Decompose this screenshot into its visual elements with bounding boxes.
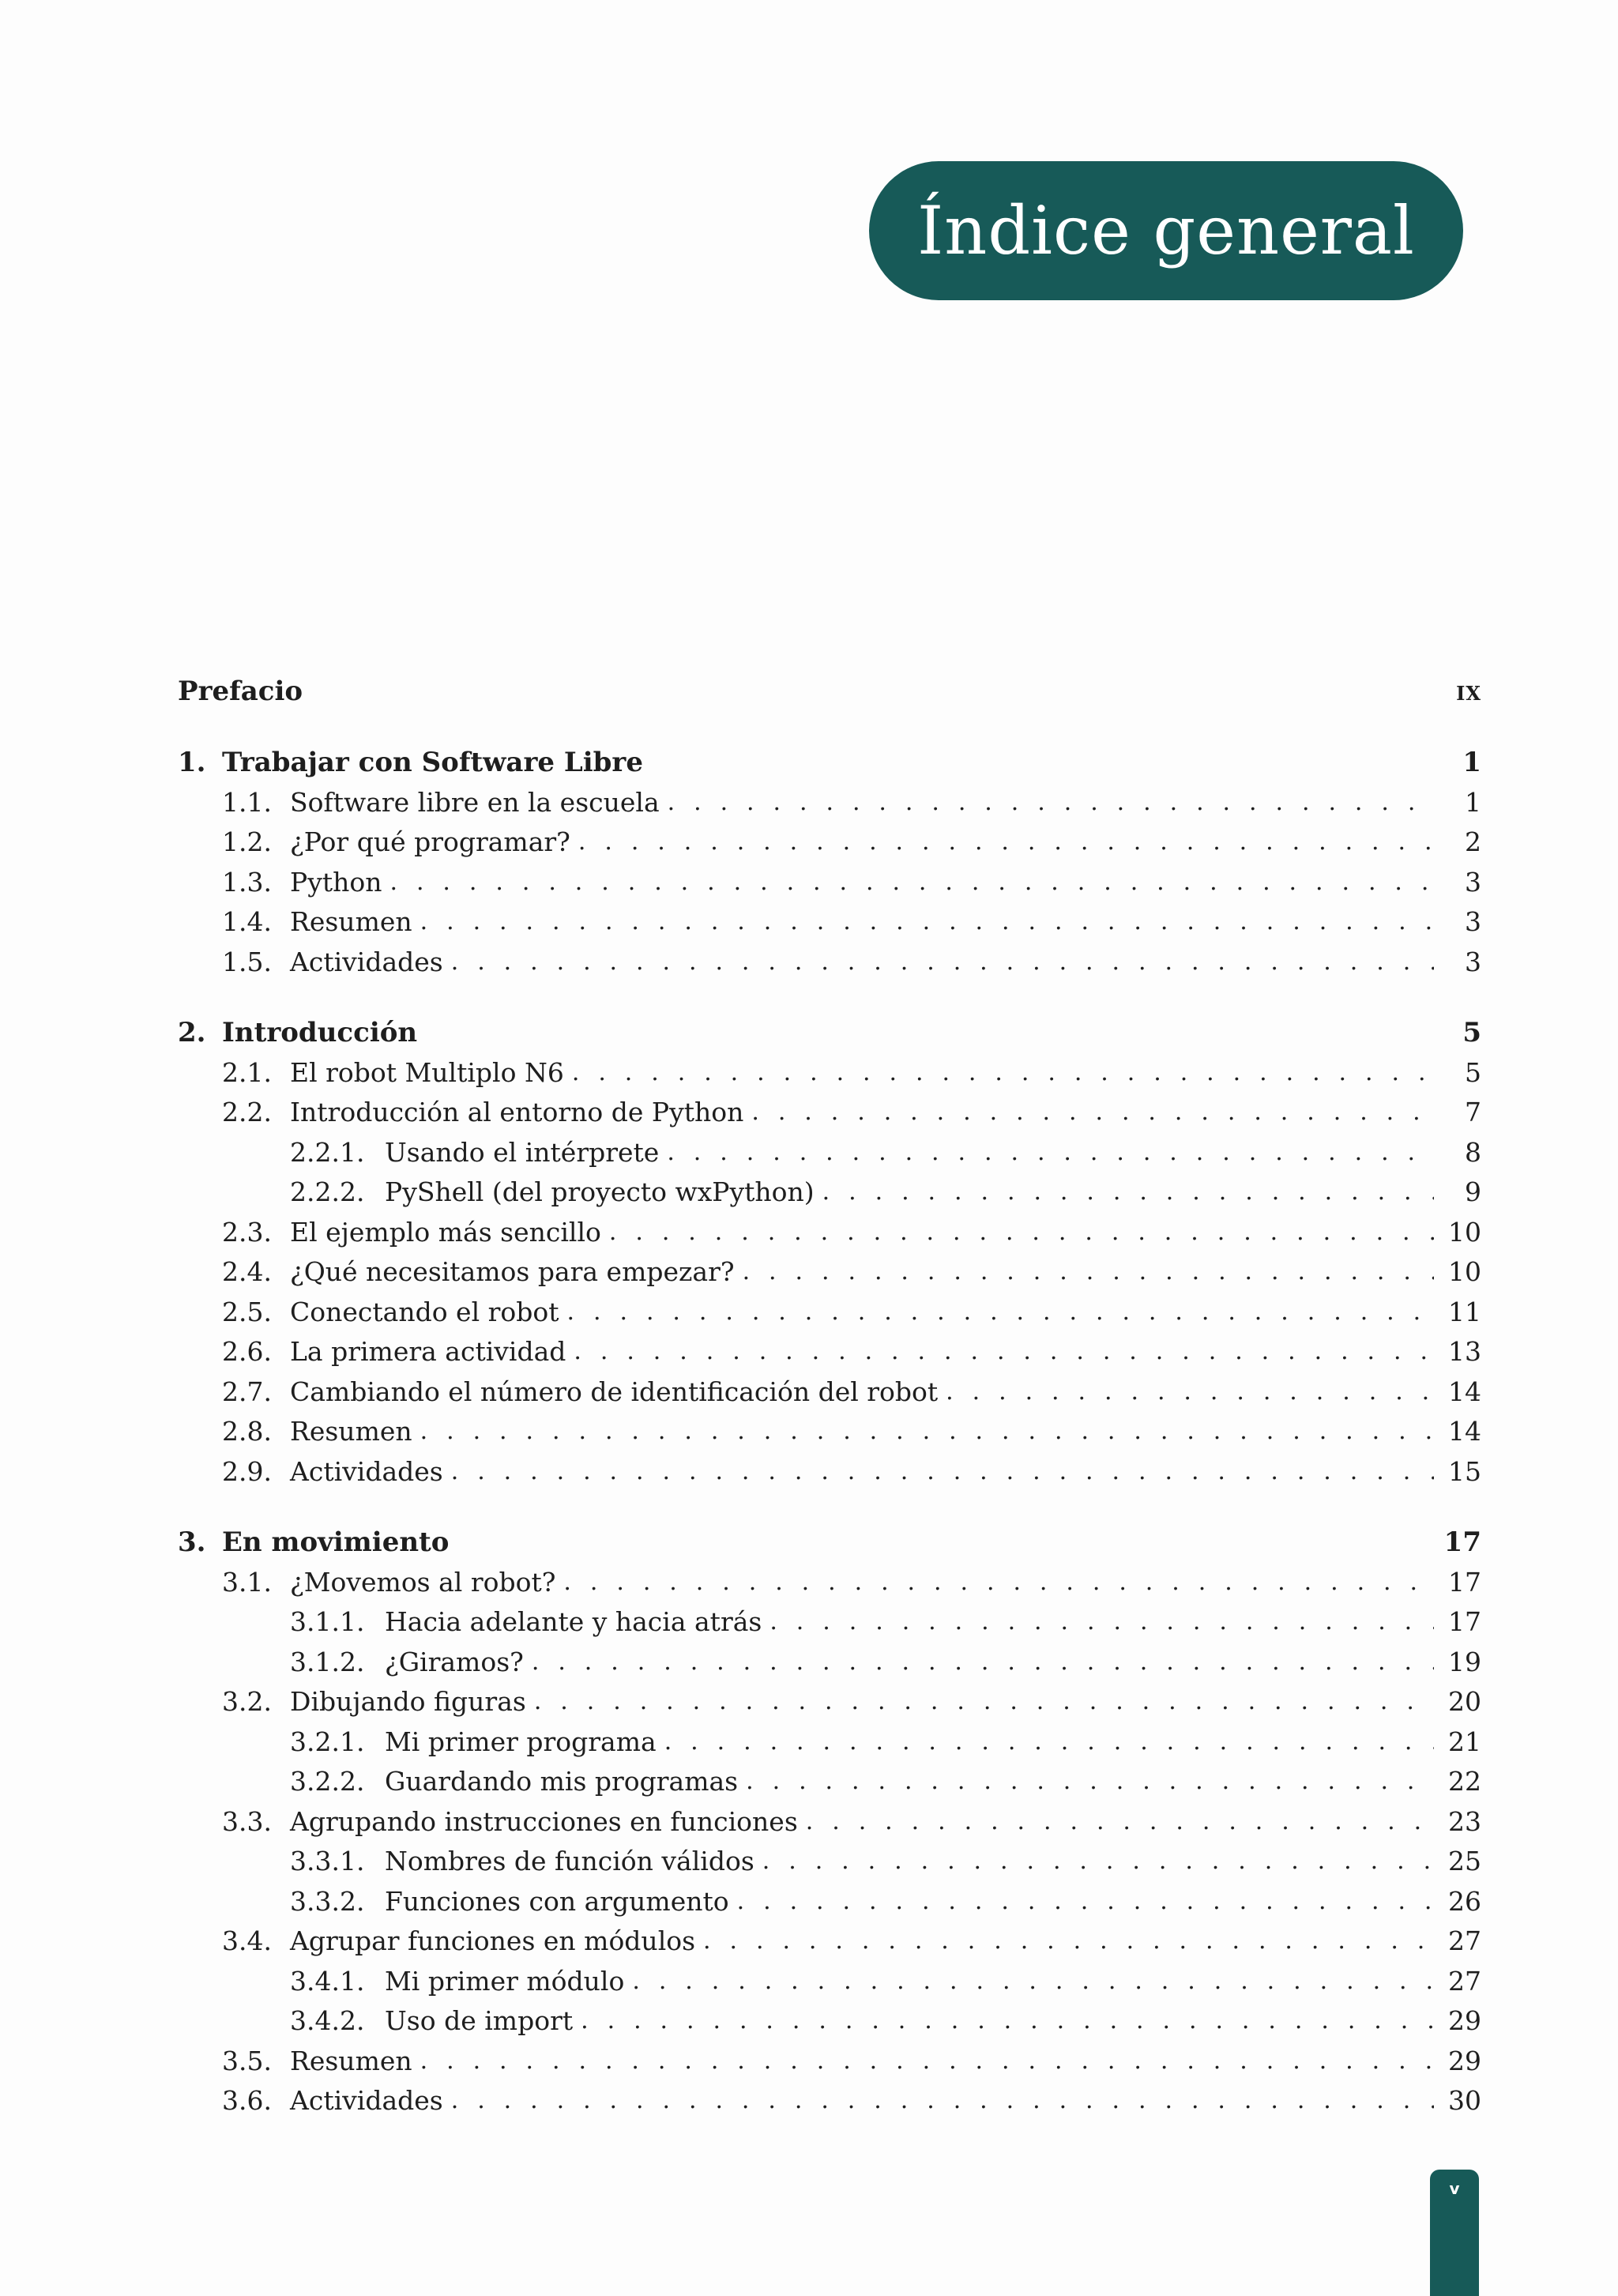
toc-entry-page: 7 bbox=[1465, 1097, 1481, 1128]
toc-entry-title: Hacia adelante y hacia atrás bbox=[385, 1606, 762, 1638]
toc-entry-page: 15 bbox=[1448, 1455, 1481, 1487]
toc-entry-title: Mi primer módulo bbox=[385, 1965, 625, 1997]
toc-entry-title: Cambiando el número de identificación del robot bbox=[290, 1376, 939, 1407]
toc-chapters bbox=[178, 743, 1481, 2121]
toc-entry-title: Actividades bbox=[290, 946, 443, 977]
toc-dot-leader bbox=[751, 1098, 1434, 1126]
toc-entry-number: 2.9. bbox=[222, 1455, 272, 1487]
toc-dot-leader bbox=[563, 1568, 1434, 1596]
toc-entry-title: PyShell (del proyecto wxPython) bbox=[385, 1176, 815, 1208]
toc-chapter-title: Introducción bbox=[222, 1016, 418, 1048]
toc-section-entry[interactable] bbox=[178, 1212, 1481, 1252]
toc-section-entry[interactable] bbox=[178, 1682, 1481, 1722]
toc-entry-page: 1 bbox=[1465, 786, 1481, 818]
toc-entry-number: 1.4. bbox=[222, 906, 272, 938]
toc-entry-title: Resumen bbox=[290, 1416, 412, 1447]
toc-entry-page: ix bbox=[1456, 676, 1481, 708]
toc-entry-title: Introducción al entorno de Python bbox=[290, 1097, 744, 1128]
toc-entry-number: 2.2.2. bbox=[290, 1176, 365, 1208]
toc-section-entry[interactable] bbox=[178, 1292, 1481, 1332]
toc-entry-title: Dibujando figuras bbox=[290, 1686, 526, 1718]
toc-entry-title: El ejemplo más sencillo bbox=[290, 1216, 601, 1248]
toc-dot-leader bbox=[632, 1967, 1434, 1995]
toc-subsection-entry[interactable] bbox=[178, 1881, 1481, 1921]
toc-chapter-entry[interactable] bbox=[178, 1523, 1481, 1563]
toc-entry-page: 20 bbox=[1448, 1686, 1481, 1718]
toc-dot-leader bbox=[574, 1338, 1434, 1365]
toc-entry-number: 2.2. bbox=[222, 1097, 272, 1128]
toc-entry-number: 2.7. bbox=[222, 1376, 272, 1407]
toc-subsection-entry[interactable] bbox=[178, 2001, 1481, 2042]
toc-entry-page: 14 bbox=[1448, 1376, 1481, 1407]
toc-entry-page: 14 bbox=[1448, 1416, 1481, 1447]
toc-entry-title: Python bbox=[290, 866, 382, 898]
toc-entry-number: 3.4.2. bbox=[290, 2005, 365, 2037]
toc-dot-leader bbox=[946, 1378, 1434, 1406]
toc-subsection-entry[interactable] bbox=[178, 1172, 1481, 1213]
toc-section-entry[interactable] bbox=[178, 942, 1481, 982]
toc-dot-leader bbox=[420, 908, 1434, 935]
toc-entry-number: 2.4. bbox=[222, 1256, 272, 1288]
toc-entry-number: 3.3.2. bbox=[290, 1885, 365, 1917]
toc-entry-title: Conectando el robot bbox=[290, 1296, 559, 1327]
toc-dot-leader bbox=[572, 1059, 1434, 1086]
toc-dot-leader bbox=[534, 1688, 1434, 1715]
toc-entry-page: 13 bbox=[1448, 1336, 1481, 1368]
toc-entry-page: 25 bbox=[1448, 1846, 1481, 1877]
toc-entry-title: El robot Multiplo N6 bbox=[290, 1056, 564, 1088]
toc-dot-leader bbox=[420, 2047, 1434, 2075]
toc-entry-number: 2.3. bbox=[222, 1216, 272, 1248]
toc-section-entry[interactable] bbox=[178, 822, 1481, 863]
toc-section-entry[interactable] bbox=[178, 1921, 1481, 1962]
toc-dot-leader bbox=[806, 1808, 1434, 1835]
toc-entry-page: 5 bbox=[1465, 1056, 1481, 1088]
toc-dot-leader bbox=[668, 789, 1434, 816]
toc-entry-title: ¿Giramos? bbox=[385, 1646, 524, 1677]
toc-section-entry[interactable] bbox=[178, 1252, 1481, 1293]
toc-entry-page: 3 bbox=[1465, 946, 1481, 977]
toc-chapter-page: 5 bbox=[1462, 1016, 1481, 1048]
toc-entry-number: 3.6. bbox=[222, 2085, 272, 2117]
toc-subsection-entry[interactable] bbox=[178, 1132, 1481, 1172]
toc-entry-number: 3.2.2. bbox=[290, 1766, 365, 1797]
toc-dot-leader bbox=[769, 1608, 1434, 1635]
toc-subsection-entry[interactable] bbox=[178, 1642, 1481, 1682]
toc-entry-number: 2.5. bbox=[222, 1296, 272, 1327]
toc-section-entry[interactable] bbox=[178, 1562, 1481, 1602]
toc-entry-title: Resumen bbox=[290, 2045, 412, 2076]
toc-entry-title: Actividades bbox=[290, 2085, 443, 2117]
toc-entry-page: 10 bbox=[1448, 1256, 1481, 1288]
toc-entry-page: 17 bbox=[1448, 1606, 1481, 1638]
toc-dot-leader bbox=[743, 1258, 1434, 1285]
toc-section-entry[interactable] bbox=[178, 1332, 1481, 1372]
toc-entry-number: 3.3. bbox=[222, 1805, 272, 1837]
toc-chapter-page: 17 bbox=[1443, 1526, 1481, 1558]
toc-entry-title: Software libre en la escuela bbox=[290, 786, 660, 818]
toc-entry-title: Prefacio bbox=[178, 676, 303, 708]
toc-entry-number: 2.6. bbox=[222, 1336, 272, 1368]
toc-section-entry[interactable] bbox=[178, 1372, 1481, 1412]
toc-entry-number: 2.8. bbox=[222, 1416, 272, 1447]
toc-entry-title: Resumen bbox=[290, 906, 412, 938]
toc-chapter-title: En movimiento bbox=[222, 1526, 450, 1558]
toc-entry-title: Funciones con argumento bbox=[385, 1885, 729, 1917]
toc-dot-leader bbox=[762, 1847, 1434, 1875]
toc-entry-title: Agrupar funciones en módulos bbox=[290, 1925, 696, 1957]
toc-dot-leader bbox=[451, 2087, 1434, 2114]
toc-section-entry[interactable] bbox=[178, 1093, 1481, 1133]
toc-entry-title: Nombres de función válidos bbox=[385, 1846, 754, 1877]
toc-entry-title: Guardando mis programas bbox=[385, 1766, 739, 1797]
toc-entry-page: 22 bbox=[1448, 1766, 1481, 1797]
toc-section-entry[interactable] bbox=[178, 1801, 1481, 1842]
toc-chapter-entry[interactable] bbox=[178, 1013, 1481, 1053]
toc-entry-page: 10 bbox=[1448, 1216, 1481, 1248]
toc-dot-leader bbox=[822, 1178, 1434, 1206]
toc-section-entry[interactable] bbox=[178, 862, 1481, 902]
toc-dot-leader bbox=[451, 1458, 1434, 1485]
toc-section-entry[interactable] bbox=[178, 1412, 1481, 1452]
toc-subsection-entry[interactable] bbox=[178, 1762, 1481, 1802]
toc-entry-page: 3 bbox=[1465, 866, 1481, 898]
toc-section-entry[interactable] bbox=[178, 1052, 1481, 1093]
toc-entry-page: 11 bbox=[1448, 1296, 1481, 1327]
toc-entry-title: ¿Por qué programar? bbox=[290, 826, 570, 858]
toc-section-entry[interactable] bbox=[178, 2081, 1481, 2121]
toc-entry-title: Agrupando instrucciones en funciones bbox=[290, 1805, 798, 1837]
toc-entry-number: 3.5. bbox=[222, 2045, 272, 2076]
toc-entry-number: 3.1.1. bbox=[290, 1606, 365, 1638]
toc-entry-title: Usando el intérprete bbox=[385, 1136, 660, 1168]
toc-entry-page: 23 bbox=[1448, 1805, 1481, 1837]
toc-entry-page: 29 bbox=[1448, 2045, 1481, 2076]
page-number-tab bbox=[1430, 2170, 1479, 2296]
toc-entry-page: 21 bbox=[1448, 1726, 1481, 1757]
toc-section-entry[interactable] bbox=[178, 782, 1481, 822]
toc-entry-title: Actividades bbox=[290, 1455, 443, 1487]
toc-chapter-number: 3. bbox=[178, 1526, 206, 1558]
toc-entry-number: 1.2. bbox=[222, 826, 272, 858]
toc-entry-title: ¿Qué necesitamos para empezar? bbox=[290, 1256, 735, 1288]
toc-chapter-title: Trabajar con Software Libre bbox=[222, 746, 643, 778]
toc-entry-number: 2.1. bbox=[222, 1056, 272, 1088]
toc-entry-number: 3.4.1. bbox=[290, 1965, 365, 1997]
toc-dot-leader bbox=[609, 1218, 1434, 1246]
toc-section-entry[interactable] bbox=[178, 2041, 1481, 2081]
toc-entry-title: La primera actividad bbox=[290, 1336, 566, 1368]
toc-entry-title: Uso de import bbox=[385, 2005, 574, 2037]
toc-preface-entry[interactable] bbox=[178, 672, 1481, 712]
toc-entry-page: 3 bbox=[1465, 906, 1481, 938]
toc-dot-leader bbox=[703, 1927, 1434, 1955]
toc-entry-page: 2 bbox=[1465, 826, 1481, 858]
toc-entry-number: 1.5. bbox=[222, 946, 272, 977]
toc-dot-leader bbox=[389, 868, 1434, 896]
toc-dot-leader bbox=[581, 2007, 1434, 2034]
toc-entry-page: 26 bbox=[1448, 1885, 1481, 1917]
toc-subsection-entry[interactable] bbox=[178, 1842, 1481, 1882]
toc-dot-leader bbox=[664, 1728, 1434, 1756]
toc-entry-page: 9 bbox=[1465, 1176, 1481, 1208]
toc-entry-page: 27 bbox=[1448, 1965, 1481, 1997]
toc-subsection-entry[interactable] bbox=[178, 1961, 1481, 2001]
toc-dot-leader bbox=[451, 948, 1434, 976]
toc-dot-leader bbox=[567, 1298, 1434, 1326]
toc-subsection-entry[interactable] bbox=[178, 1722, 1481, 1762]
toc-dot-leader bbox=[737, 1888, 1434, 1915]
toc-entry-number: 3.1. bbox=[222, 1566, 272, 1598]
toc-entry-number: 3.2. bbox=[222, 1686, 272, 1718]
toc-dot-leader bbox=[578, 828, 1434, 856]
toc-entry-number: 3.1.2. bbox=[290, 1646, 365, 1677]
toc-entry-page: 29 bbox=[1448, 2005, 1481, 2037]
toc-chapter-page: 1 bbox=[1462, 746, 1481, 778]
toc-entry-number: 1.1. bbox=[222, 786, 272, 818]
toc-dot-leader bbox=[420, 1417, 1434, 1445]
toc-entry-number: 3.2.1. bbox=[290, 1726, 365, 1757]
toc-entry-number: 3.3.1. bbox=[290, 1846, 365, 1877]
toc-entry-number: 1.3. bbox=[222, 866, 272, 898]
toc-entry-title: ¿Movemos al robot? bbox=[290, 1566, 556, 1598]
toc-entry-page: 19 bbox=[1448, 1646, 1481, 1677]
toc-subsection-entry[interactable] bbox=[178, 1602, 1481, 1643]
toc-entry-title: Mi primer programa bbox=[385, 1726, 657, 1757]
toc-section-entry[interactable] bbox=[178, 902, 1481, 943]
toc-entry-number: 3.4. bbox=[222, 1925, 272, 1957]
toc-entry-number: 2.2.1. bbox=[290, 1136, 365, 1168]
toc-entry-page: 17 bbox=[1448, 1566, 1481, 1598]
toc-section-entry[interactable] bbox=[178, 1451, 1481, 1492]
toc-dot-leader bbox=[667, 1139, 1434, 1166]
page-number: v bbox=[1449, 2179, 1460, 2198]
toc-chapter-number: 1. bbox=[178, 746, 206, 778]
toc-dot-leader bbox=[532, 1648, 1434, 1676]
toc-dot-leader bbox=[746, 1767, 1434, 1795]
toc-entry-page: 27 bbox=[1448, 1925, 1481, 1957]
toc-chapter-entry[interactable] bbox=[178, 743, 1481, 783]
toc-entry-page: 8 bbox=[1465, 1136, 1481, 1168]
chapter-title-banner bbox=[869, 161, 1463, 300]
table-of-contents bbox=[178, 672, 1481, 2121]
toc-chapter-number: 2. bbox=[178, 1016, 206, 1048]
page-title: Índice general bbox=[917, 192, 1415, 269]
toc-entry-page: 30 bbox=[1448, 2085, 1481, 2117]
